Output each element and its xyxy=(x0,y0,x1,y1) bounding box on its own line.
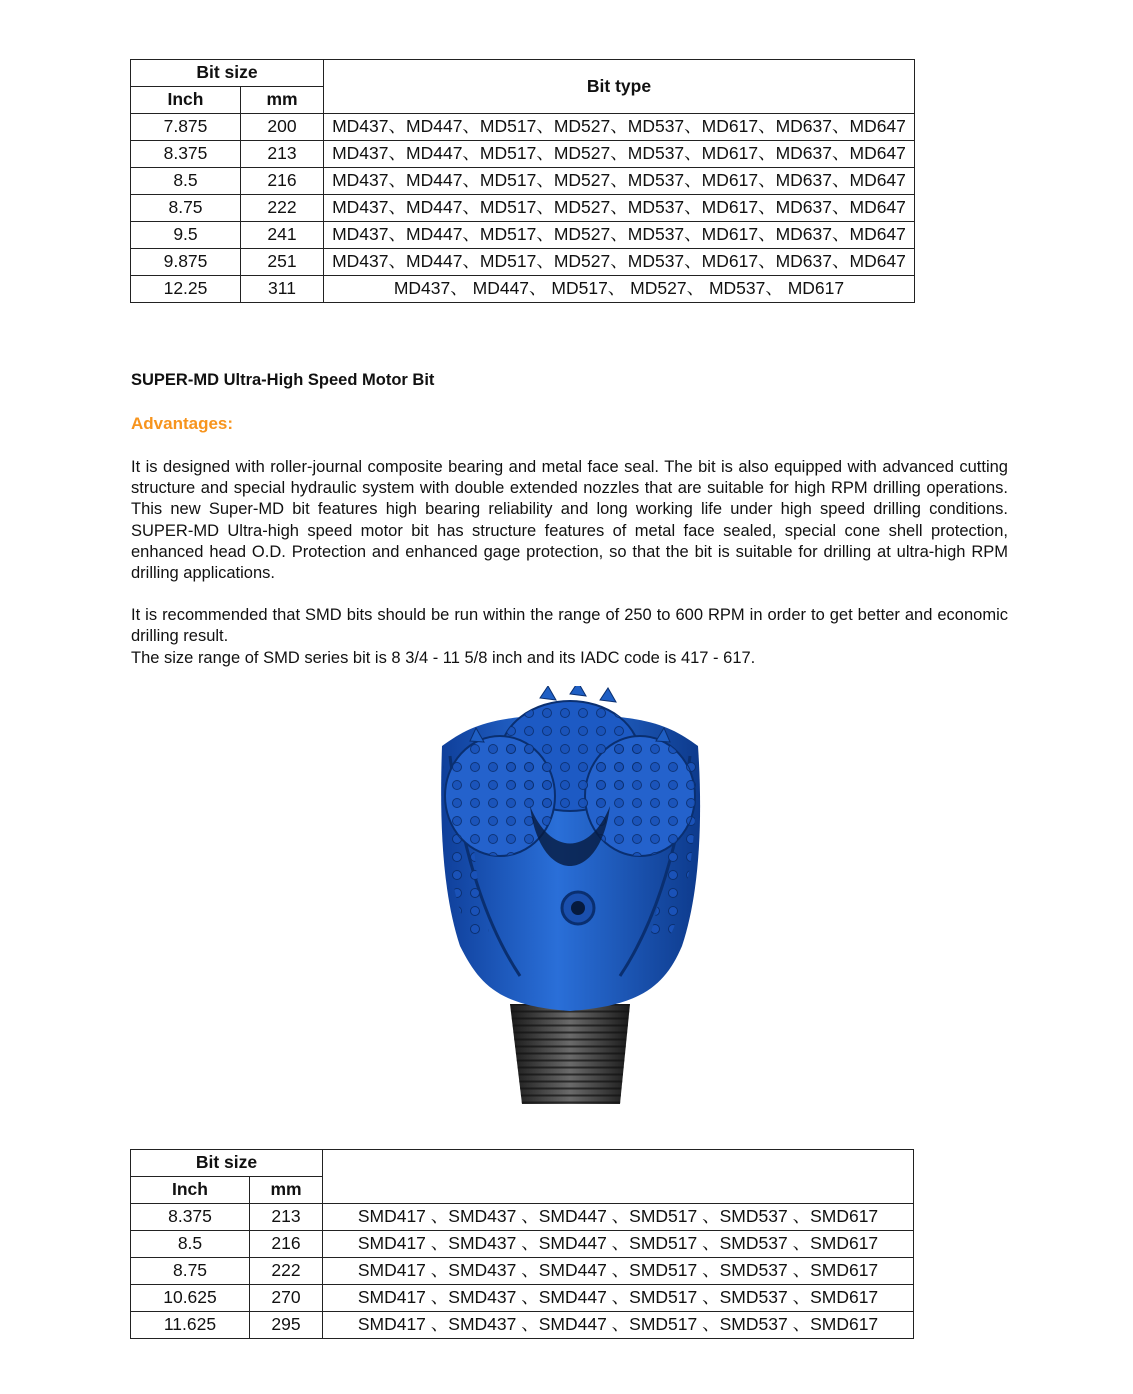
type-cell: MD437、MD447、MD517、MD527、MD537、MD617、MD637、MD647 xyxy=(324,222,915,249)
mm-cell: 311 xyxy=(241,276,324,303)
bit-type-header: Bit type xyxy=(324,60,915,114)
type-cell: MD437、MD447、MD517、MD527、MD537、MD617、MD637、MD647 xyxy=(324,114,915,141)
type-cell: MD437、MD447、MD517、MD527、MD537、MD617、MD637、MD647 xyxy=(324,195,915,222)
table-row xyxy=(131,1285,914,1312)
mm-cell: 295 xyxy=(250,1312,323,1339)
rpm-paragraph: It is recommended that SMD bits should be run within the range of 250 to 600 RPM in order to get better and economic drilling result. xyxy=(131,606,1008,646)
type-cell: SMD417 、SMD437 、SMD447 、SMD517 、SMD537 、SMD617 xyxy=(323,1312,914,1339)
table-row xyxy=(131,1312,914,1339)
type-cell: SMD417 、SMD437 、SMD447 、SMD517 、SMD537 、SMD617 xyxy=(323,1204,914,1231)
mm-cell: 213 xyxy=(241,141,324,168)
inch-cell: 8.75 xyxy=(131,195,241,222)
table-header-row xyxy=(131,1150,914,1177)
mm-cell: 216 xyxy=(250,1231,323,1258)
type-cell: SMD417 、SMD437 、SMD447 、SMD517 、SMD537 、SMD617 xyxy=(323,1231,914,1258)
inch-cell: 9.875 xyxy=(131,249,241,276)
inch-cell: 12.25 xyxy=(131,276,241,303)
bit-size-header: Bit size xyxy=(131,1150,323,1177)
mm-header: mm xyxy=(250,1177,323,1204)
type-cell: MD437、 MD447、 MD517、 MD527、 MD537、 MD617 xyxy=(324,276,915,303)
inch-cell: 8.5 xyxy=(131,168,241,195)
mm-cell: 216 xyxy=(241,168,324,195)
type-cell: SMD417 、SMD437 、SMD447 、SMD517 、SMD537 、SMD617 xyxy=(323,1258,914,1285)
section-title: SUPER-MD Ultra-High Speed Motor Bit xyxy=(131,371,435,389)
inch-cell: 8.375 xyxy=(131,141,241,168)
description-paragraph: It is designed with roller-journal composite bearing and metal face seal. The bit is also equipped with advanced cutting structure and special hydraulic system with double extended nozzles that are suitable for high RPM drilling operations. This new Super-MD bit features high bearing reliability and long working life under high speed drilling conditions. SUPER-MD Ultra-high speed motor bit has structure features of metal face sealed, special cone shell protection, enhanced head O.D. Protection and enhanced gage protection, so that the bit is suitable for drilling at ultra-high RPM drilling applications. xyxy=(131,458,1008,583)
mm-header: mm xyxy=(241,87,324,114)
inch-cell: 10.625 xyxy=(131,1285,250,1312)
mm-cell: 222 xyxy=(250,1258,323,1285)
type-cell: MD437、MD447、MD517、MD527、MD537、MD617、MD637、MD647 xyxy=(324,141,915,168)
inch-cell: 8.5 xyxy=(131,1231,250,1258)
type-cell: MD437、MD447、MD517、MD527、MD537、MD617、MD637、MD647 xyxy=(324,168,915,195)
mm-cell: 213 xyxy=(250,1204,323,1231)
mm-cell: 251 xyxy=(241,249,324,276)
table-row xyxy=(131,222,915,249)
bit-size-header: Bit size xyxy=(131,60,324,87)
table-row xyxy=(131,141,915,168)
type-cell: SMD417 、SMD437 、SMD447 、SMD517 、SMD537 、SMD617 xyxy=(323,1285,914,1312)
table-row xyxy=(131,276,915,303)
tricone-drill-bit-icon xyxy=(430,686,710,1110)
table-header-row xyxy=(131,60,915,87)
bit-type-header xyxy=(323,1150,914,1204)
inch-cell: 7.875 xyxy=(131,114,241,141)
size-range-paragraph: The size range of SMD series bit is 8 3/4 - 11 5/8 inch and its IADC code is 417 - 617. xyxy=(131,649,756,667)
table-row xyxy=(131,1204,914,1231)
inch-cell: 8.375 xyxy=(131,1204,250,1231)
table-row xyxy=(131,1258,914,1285)
inch-header: Inch xyxy=(131,87,241,114)
md-bit-size-table xyxy=(130,59,915,303)
table-row xyxy=(131,168,915,195)
table-row xyxy=(131,249,915,276)
table-row xyxy=(131,1231,914,1258)
smd-bit-size-table xyxy=(130,1149,914,1339)
type-cell: MD437、MD447、MD517、MD527、MD537、MD617、MD637、MD647 xyxy=(324,249,915,276)
advantages-label: Advantages: xyxy=(131,414,234,433)
table-row xyxy=(131,114,915,141)
inch-cell: 9.5 xyxy=(131,222,241,249)
inch-cell: 11.625 xyxy=(131,1312,250,1339)
inch-header: Inch xyxy=(131,1177,250,1204)
mm-cell: 200 xyxy=(241,114,324,141)
mm-cell: 241 xyxy=(241,222,324,249)
table-row xyxy=(131,195,915,222)
inch-cell: 8.75 xyxy=(131,1258,250,1285)
mm-cell: 222 xyxy=(241,195,324,222)
mm-cell: 270 xyxy=(250,1285,323,1312)
